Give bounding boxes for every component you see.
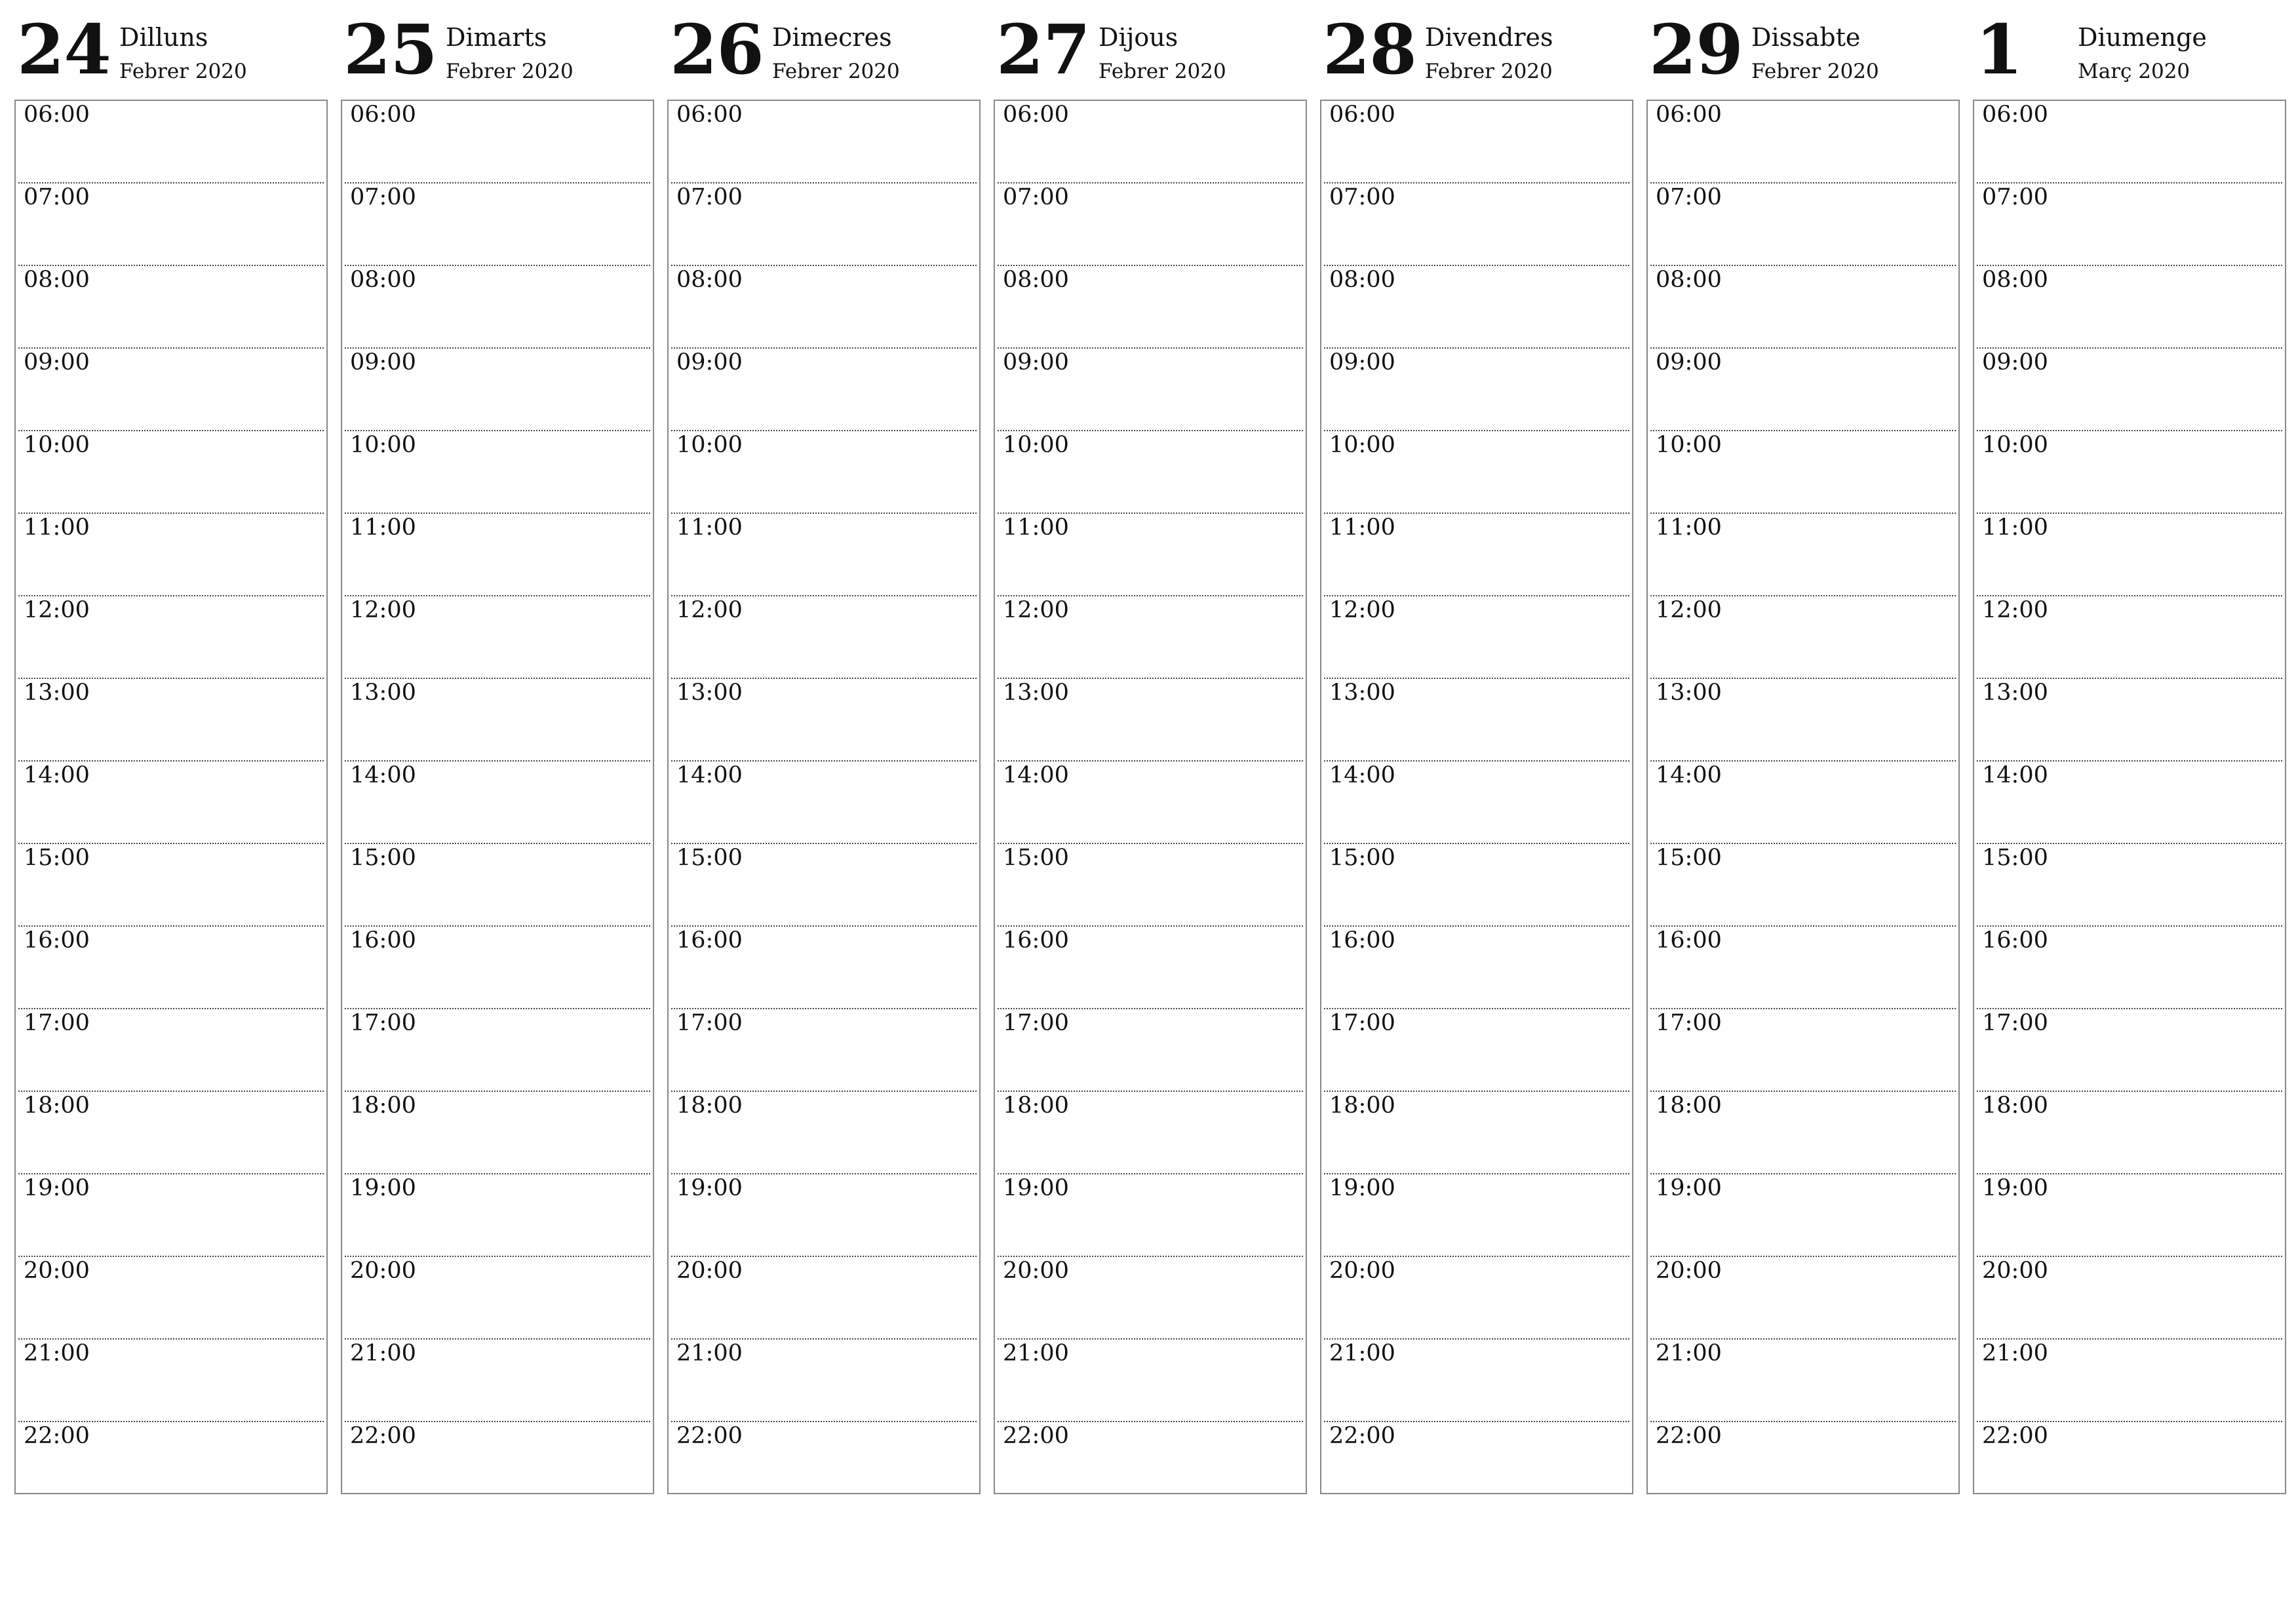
time-slot[interactable] [345, 514, 650, 596]
time-label: 16:00 [1003, 927, 1069, 954]
time-slot[interactable] [1650, 266, 1956, 349]
time-slot[interactable] [671, 431, 977, 514]
time-slot[interactable] [1650, 184, 1956, 266]
time-slot[interactable] [345, 1422, 650, 1505]
day-name: Dimecres [772, 23, 892, 52]
time-label: 17:00 [1003, 1010, 1069, 1036]
time-slot[interactable] [345, 679, 650, 762]
time-slot[interactable] [1977, 1174, 2282, 1257]
time-label: 06:00 [676, 102, 743, 128]
time-slot[interactable] [18, 514, 324, 596]
time-slot[interactable] [1324, 431, 1629, 514]
time-slot[interactable] [345, 1174, 650, 1257]
time-label: 18:00 [1656, 1092, 1722, 1119]
time-label: 14:00 [24, 762, 90, 788]
day-schedule-box [1973, 100, 2286, 1494]
time-label: 08:00 [350, 267, 416, 293]
day-header [1973, 0, 2286, 100]
day-schedule-box [14, 100, 328, 1494]
time-slot[interactable] [998, 266, 1303, 349]
time-label: 09:00 [24, 349, 90, 376]
time-label: 20:00 [1982, 1258, 2048, 1284]
time-label: 13:00 [350, 680, 416, 706]
time-slot[interactable] [998, 1009, 1303, 1092]
time-slot[interactable] [1650, 514, 1956, 596]
time-slot[interactable] [345, 927, 650, 1009]
day-schedule-box [1320, 100, 1633, 1494]
time-label: 19:00 [24, 1175, 90, 1201]
day-column-friday [1320, 0, 1633, 1449]
time-slot[interactable] [998, 431, 1303, 514]
day-name: Divendres [1425, 23, 1553, 52]
time-slot[interactable] [1650, 1340, 1956, 1422]
time-slot[interactable] [345, 596, 650, 679]
time-label: 07:00 [350, 184, 416, 210]
time-slot[interactable] [998, 1174, 1303, 1257]
time-label: 18:00 [676, 1092, 743, 1119]
time-slot[interactable] [998, 679, 1303, 762]
time-slot[interactable] [18, 1340, 324, 1422]
day-schedule-box [341, 100, 654, 1494]
time-label: 21:00 [24, 1340, 90, 1366]
time-slot[interactable] [671, 184, 977, 266]
time-slot[interactable] [1650, 679, 1956, 762]
time-label: 22:00 [24, 1423, 90, 1449]
time-slot[interactable] [345, 266, 650, 349]
time-slot[interactable] [1977, 1092, 2282, 1174]
time-label: 21:00 [1003, 1340, 1069, 1366]
time-label: 07:00 [1656, 184, 1722, 210]
time-label: 11:00 [1656, 514, 1722, 541]
time-label: 22:00 [1329, 1423, 1395, 1449]
time-label: 17:00 [350, 1010, 416, 1036]
time-label: 12:00 [1003, 597, 1069, 623]
time-label: 14:00 [1982, 762, 2048, 788]
day-column-saturday [1646, 0, 1960, 1449]
time-label: 07:00 [1329, 184, 1395, 210]
time-label: 19:00 [1982, 1175, 2048, 1201]
time-slot[interactable] [345, 762, 650, 844]
time-slot[interactable] [18, 1422, 324, 1505]
day-number: 28 [1323, 9, 1416, 90]
time-label: 22:00 [676, 1423, 743, 1449]
time-slot[interactable] [1324, 101, 1629, 184]
time-slot[interactable] [18, 596, 324, 679]
time-label: 11:00 [1982, 514, 2048, 541]
day-month: Febrer 2020 [119, 60, 247, 83]
time-slot[interactable] [671, 679, 977, 762]
time-label: 11:00 [350, 514, 416, 541]
time-label: 20:00 [24, 1258, 90, 1284]
time-slot[interactable] [1977, 679, 2282, 762]
time-slot[interactable] [1977, 927, 2282, 1009]
time-slot[interactable] [1324, 596, 1629, 679]
time-slot[interactable] [998, 927, 1303, 1009]
time-slot[interactable] [18, 927, 324, 1009]
time-label: 18:00 [1003, 1092, 1069, 1119]
time-slot[interactable] [671, 1422, 977, 1505]
time-slot[interactable] [18, 679, 324, 762]
day-month: Març 2020 [2078, 60, 2190, 83]
time-label: 17:00 [24, 1010, 90, 1036]
day-month: Febrer 2020 [1099, 60, 1226, 83]
time-label: 16:00 [1329, 927, 1395, 954]
time-label: 08:00 [1982, 267, 2048, 293]
time-label: 06:00 [1656, 102, 1722, 128]
time-slot[interactable] [345, 431, 650, 514]
time-slot[interactable] [345, 1340, 650, 1422]
time-slot[interactable] [671, 1174, 977, 1257]
day-month: Febrer 2020 [1425, 60, 1553, 83]
time-slot[interactable] [1650, 431, 1956, 514]
day-number: 26 [670, 9, 764, 90]
time-slot[interactable] [1324, 1257, 1629, 1340]
time-slot[interactable] [345, 844, 650, 927]
time-label: 10:00 [350, 432, 416, 458]
time-slot[interactable] [998, 101, 1303, 184]
time-label: 21:00 [1329, 1340, 1395, 1366]
time-label: 13:00 [1656, 680, 1722, 706]
time-label: 19:00 [1329, 1175, 1395, 1201]
day-name: Dijous [1099, 23, 1178, 52]
time-label: 10:00 [24, 432, 90, 458]
time-label: 14:00 [676, 762, 743, 788]
time-label: 08:00 [1656, 267, 1722, 293]
time-label: 16:00 [676, 927, 743, 954]
day-name: Diumenge [2078, 23, 2207, 52]
time-label: 20:00 [1329, 1258, 1395, 1284]
time-slot[interactable] [1650, 762, 1956, 844]
time-slot[interactable] [998, 1422, 1303, 1505]
time-label: 11:00 [24, 514, 90, 541]
day-header [1646, 0, 1960, 100]
time-label: 22:00 [1003, 1423, 1069, 1449]
day-column-tuesday [341, 0, 654, 1449]
time-slot[interactable] [18, 762, 324, 844]
time-slot[interactable] [18, 1092, 324, 1174]
time-label: 08:00 [676, 267, 743, 293]
time-label: 11:00 [1329, 514, 1395, 541]
day-name: Dimarts [446, 23, 547, 52]
time-slot[interactable] [671, 1092, 977, 1174]
time-label: 12:00 [350, 597, 416, 623]
time-label: 17:00 [1982, 1010, 2048, 1036]
time-label: 19:00 [350, 1175, 416, 1201]
time-slot[interactable] [1977, 1340, 2282, 1422]
time-label: 19:00 [1003, 1175, 1069, 1201]
time-slot[interactable] [18, 184, 324, 266]
time-label: 09:00 [676, 349, 743, 376]
time-label: 10:00 [1982, 432, 2048, 458]
time-slot[interactable] [1977, 101, 2282, 184]
time-slot[interactable] [18, 1257, 324, 1340]
time-label: 16:00 [1982, 927, 2048, 954]
day-header [14, 0, 328, 100]
day-number: 25 [343, 9, 437, 90]
time-slot[interactable] [998, 514, 1303, 596]
time-slot[interactable] [1324, 1009, 1629, 1092]
time-label: 10:00 [676, 432, 743, 458]
time-slot[interactable] [1650, 844, 1956, 927]
time-slot[interactable] [671, 927, 977, 1009]
time-label: 09:00 [1656, 349, 1722, 376]
time-slot[interactable] [998, 184, 1303, 266]
time-slot[interactable] [18, 266, 324, 349]
time-slot[interactable] [345, 1009, 650, 1092]
time-slot[interactable] [1324, 266, 1629, 349]
time-slot[interactable] [998, 349, 1303, 431]
day-month: Febrer 2020 [772, 60, 900, 83]
time-slot[interactable] [1650, 1174, 1956, 1257]
time-slot[interactable] [345, 1257, 650, 1340]
time-label: 15:00 [350, 845, 416, 871]
time-label: 13:00 [24, 680, 90, 706]
time-label: 10:00 [1329, 432, 1395, 458]
time-slot[interactable] [1324, 1422, 1629, 1505]
time-slot[interactable] [1977, 266, 2282, 349]
time-label: 22:00 [350, 1423, 416, 1449]
time-label: 12:00 [1656, 597, 1722, 623]
day-column-wednesday [667, 0, 981, 1449]
time-label: 19:00 [676, 1175, 743, 1201]
day-number: 1 [1975, 9, 2023, 90]
time-label: 20:00 [1656, 1258, 1722, 1284]
time-slot[interactable] [1324, 349, 1629, 431]
time-label: 09:00 [350, 349, 416, 376]
time-label: 15:00 [24, 845, 90, 871]
time-label: 06:00 [1003, 102, 1069, 128]
time-label: 08:00 [1003, 267, 1069, 293]
time-label: 18:00 [1329, 1092, 1395, 1119]
day-column-thursday [994, 0, 1307, 1449]
time-label: 13:00 [676, 680, 743, 706]
day-number: 24 [17, 9, 111, 90]
time-slot[interactable] [1324, 1174, 1629, 1257]
time-label: 15:00 [1656, 845, 1722, 871]
time-label: 18:00 [24, 1092, 90, 1119]
time-label: 21:00 [1656, 1340, 1722, 1366]
time-label: 20:00 [350, 1258, 416, 1284]
time-label: 16:00 [24, 927, 90, 954]
time-slot[interactable] [671, 596, 977, 679]
time-label: 21:00 [350, 1340, 416, 1366]
time-label: 20:00 [1003, 1258, 1069, 1284]
day-header [994, 0, 1307, 100]
day-header [1320, 0, 1633, 100]
time-label: 13:00 [1982, 680, 2048, 706]
time-label: 07:00 [1982, 184, 2048, 210]
time-slot[interactable] [1324, 679, 1629, 762]
time-label: 13:00 [1003, 680, 1069, 706]
time-label: 09:00 [1003, 349, 1069, 376]
time-slot[interactable] [998, 1257, 1303, 1340]
time-slot[interactable] [998, 762, 1303, 844]
day-schedule-box [994, 100, 1307, 1494]
time-slot[interactable] [998, 1340, 1303, 1422]
time-slot[interactable] [998, 1092, 1303, 1174]
time-label: 17:00 [1329, 1010, 1395, 1036]
time-label: 17:00 [676, 1010, 743, 1036]
time-label: 18:00 [350, 1092, 416, 1119]
time-slot[interactable] [1324, 927, 1629, 1009]
day-header [341, 0, 654, 100]
time-slot[interactable] [1650, 1422, 1956, 1505]
time-slot[interactable] [1650, 101, 1956, 184]
day-column-monday [14, 0, 328, 1449]
time-slot[interactable] [1977, 844, 2282, 927]
time-slot[interactable] [1977, 184, 2282, 266]
time-label: 15:00 [1982, 845, 2048, 871]
time-label: 06:00 [350, 102, 416, 128]
time-label: 08:00 [24, 267, 90, 293]
time-label: 14:00 [1656, 762, 1722, 788]
time-slot[interactable] [345, 184, 650, 266]
time-slot[interactable] [1324, 184, 1629, 266]
time-slot[interactable] [1324, 514, 1629, 596]
time-slot[interactable] [671, 844, 977, 927]
time-label: 11:00 [1003, 514, 1069, 541]
time-slot[interactable] [1977, 1422, 2282, 1505]
day-schedule-box [667, 100, 981, 1494]
time-slot[interactable] [345, 101, 650, 184]
time-slot[interactable] [1324, 1092, 1629, 1174]
time-slot[interactable] [1977, 431, 2282, 514]
time-label: 09:00 [1982, 349, 2048, 376]
time-slot[interactable] [671, 1009, 977, 1092]
time-label: 09:00 [1329, 349, 1395, 376]
time-label: 20:00 [676, 1258, 743, 1284]
time-slot[interactable] [1977, 1009, 2282, 1092]
day-month: Febrer 2020 [446, 60, 574, 83]
time-label: 13:00 [1329, 680, 1395, 706]
time-slot[interactable] [18, 431, 324, 514]
time-label: 07:00 [24, 184, 90, 210]
time-label: 10:00 [1003, 432, 1069, 458]
time-label: 17:00 [1656, 1010, 1722, 1036]
time-slot[interactable] [1977, 1257, 2282, 1340]
time-slot[interactable] [998, 596, 1303, 679]
time-slot[interactable] [18, 101, 324, 184]
time-slot[interactable] [671, 101, 977, 184]
time-slot[interactable] [18, 1174, 324, 1257]
time-label: 22:00 [1656, 1423, 1722, 1449]
time-slot[interactable] [345, 1092, 650, 1174]
day-column-sunday [1973, 0, 2286, 1449]
time-label: 12:00 [24, 597, 90, 623]
time-slot[interactable] [1650, 596, 1956, 679]
time-slot[interactable] [1977, 762, 2282, 844]
time-label: 15:00 [1003, 845, 1069, 871]
time-slot[interactable] [671, 762, 977, 844]
time-label: 12:00 [1982, 597, 2048, 623]
time-slot[interactable] [1324, 1340, 1629, 1422]
time-label: 21:00 [676, 1340, 743, 1366]
time-label: 06:00 [1982, 102, 2048, 128]
time-label: 08:00 [1329, 267, 1395, 293]
day-month: Febrer 2020 [1751, 60, 1879, 83]
time-label: 06:00 [24, 102, 90, 128]
time-label: 12:00 [676, 597, 743, 623]
time-slot[interactable] [1977, 596, 2282, 679]
time-label: 14:00 [1003, 762, 1069, 788]
time-slot[interactable] [345, 349, 650, 431]
time-label: 15:00 [1329, 845, 1395, 871]
time-label: 19:00 [1656, 1175, 1722, 1201]
time-slot[interactable] [998, 844, 1303, 927]
time-slot[interactable] [1324, 844, 1629, 927]
time-slot[interactable] [671, 349, 977, 431]
time-label: 14:00 [1329, 762, 1395, 788]
day-schedule-box [1646, 100, 1960, 1494]
time-label: 12:00 [1329, 597, 1395, 623]
time-slot[interactable] [671, 1257, 977, 1340]
time-label: 14:00 [350, 762, 416, 788]
day-name: Dissabte [1751, 23, 1861, 52]
time-label: 16:00 [350, 927, 416, 954]
day-number: 27 [996, 9, 1090, 90]
time-label: 18:00 [1982, 1092, 2048, 1119]
time-slot[interactable] [1977, 349, 2282, 431]
time-label: 07:00 [1003, 184, 1069, 210]
time-slot[interactable] [1650, 1009, 1956, 1092]
day-header [667, 0, 981, 100]
time-slot[interactable] [1324, 762, 1629, 844]
time-slot[interactable] [18, 844, 324, 927]
time-label: 10:00 [1656, 432, 1722, 458]
time-slot[interactable] [1650, 1257, 1956, 1340]
time-label: 11:00 [676, 514, 743, 541]
time-slot[interactable] [671, 514, 977, 596]
time-slot[interactable] [1650, 349, 1956, 431]
time-label: 06:00 [1329, 102, 1395, 128]
time-slot[interactable] [1977, 514, 2282, 596]
time-label: 21:00 [1982, 1340, 2048, 1366]
time-slot[interactable] [671, 1340, 977, 1422]
time-slot[interactable] [671, 266, 977, 349]
day-number: 29 [1649, 9, 1743, 90]
time-slot[interactable] [18, 1009, 324, 1092]
time-slot[interactable] [18, 349, 324, 431]
time-label: 07:00 [676, 184, 743, 210]
time-label: 22:00 [1982, 1423, 2048, 1449]
day-name: Dilluns [119, 23, 208, 52]
time-label: 16:00 [1656, 927, 1722, 954]
time-slot[interactable] [1650, 1092, 1956, 1174]
time-slot[interactable] [1650, 927, 1956, 1009]
time-label: 15:00 [676, 845, 743, 871]
